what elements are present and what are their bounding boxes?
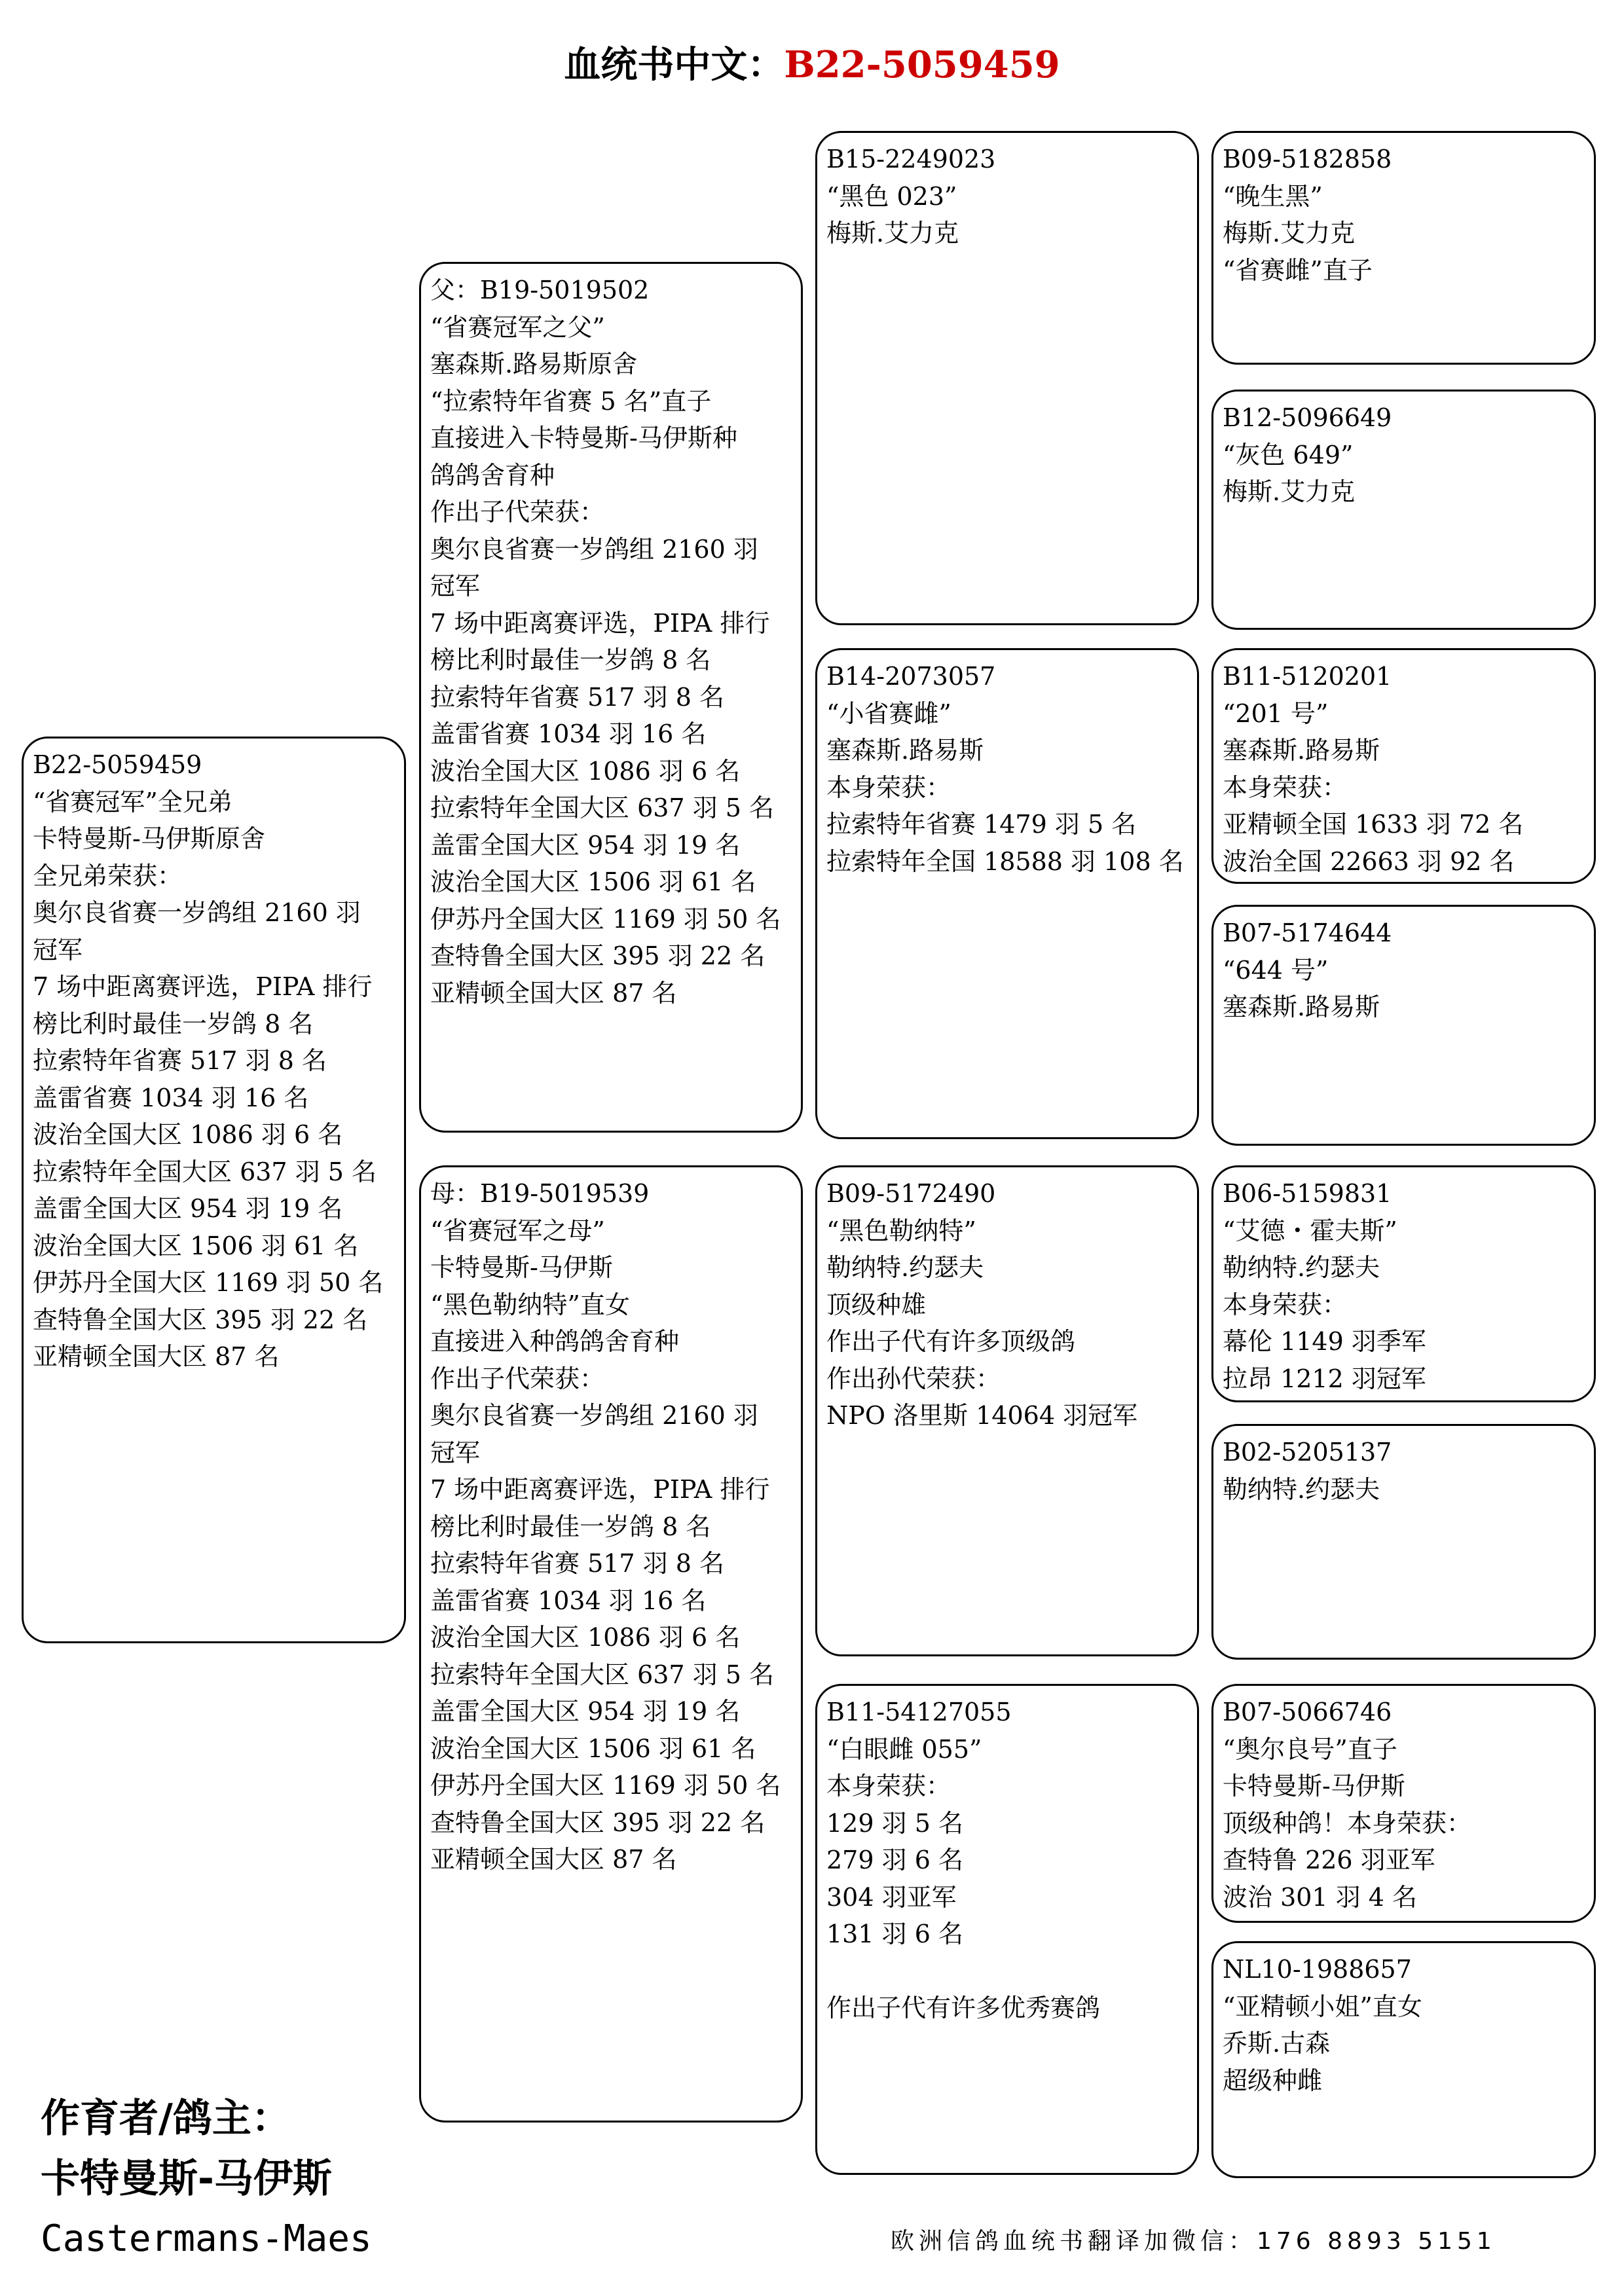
pedigree-line: 拉索特年全国大区 637 羽 5 名 (33, 1157, 377, 1186)
pedigree-line: “黑色勒纳特” (826, 1216, 976, 1245)
pedigree-line: 波治全国大区 1086 羽 6 名 (430, 1623, 741, 1652)
dam-box (419, 1165, 803, 2123)
ring-number: B09-5182858 (1223, 145, 1392, 173)
pedigree-line: “省赛雌”直子 (1223, 255, 1373, 285)
breeder-label: 作育者/鸽主： (41, 2096, 291, 2141)
pedigree-line: 本身荣获： (826, 1772, 951, 1800)
pedigree-line: “小省赛雌” (826, 699, 951, 728)
pedigree-line: “奥尔良号”直子 (1223, 1734, 1397, 1764)
pedigree-line: 作出子代荣获： (430, 498, 605, 526)
breeder-name-cn: 卡特曼斯-马伊斯 (41, 2156, 332, 2202)
pedigree-line: “灰色 649” (1223, 440, 1354, 469)
pedigree-line: 卡特曼斯-马伊斯 (430, 1253, 613, 1282)
pedigree-line: 盖雷省赛 1034 羽 16 名 (430, 720, 707, 748)
great-grandparent-box-3 (1211, 648, 1596, 884)
translator-contact: 欧洲信鸽血统书翻译加微信：176 8893 5151 (891, 2228, 1496, 2255)
pedigree-line: 盖雷省赛 1034 羽 16 名 (430, 1586, 707, 1615)
pedigree-line: 波治全国大区 1506 羽 61 名 (33, 1231, 359, 1260)
ring-number: B07-5174644 (1223, 919, 1392, 947)
title-label: 血统书中文： (564, 44, 784, 86)
pedigree-line: 乔斯.古森 (1223, 2029, 1331, 2058)
pedigree-line: 卡特曼斯-马伊斯原舍 (33, 824, 265, 853)
pedigree-line: “省赛冠军之父” (430, 312, 605, 342)
pedigree-line: 奥尔良省赛一岁鸽组 2160 羽 (430, 1401, 758, 1430)
pedigree-line: 勒纳特.约瑟夫 (1223, 1253, 1380, 1282)
ring-number: 母：B19-5019539 (430, 1179, 650, 1208)
pedigree-line: 279 羽 6 名 (826, 1846, 963, 1874)
grandparent-box-dam-sire (815, 1165, 1199, 1656)
pedigree-line: “省赛冠军之母” (430, 1216, 605, 1245)
pedigree-line: 拉索特年全国大区 637 羽 5 名 (430, 793, 775, 822)
pedigree-line: “亚精顿小姐”直女 (1223, 1992, 1422, 2021)
title-ring-number: B22-5059459 (784, 43, 1060, 86)
pedigree-line: 盖雷全国大区 954 羽 19 名 (33, 1194, 343, 1223)
pedigree-line: 拉昂 1212 羽冠军 (1223, 1364, 1426, 1393)
pedigree-line: 7 场中距离赛评选，PIPA 排行 (33, 972, 373, 1001)
pedigree-line: 129 羽 5 名 (826, 1808, 963, 1838)
pedigree-line: 梅斯.艾力克 (826, 219, 959, 247)
pedigree-line: 顶级种鸽！本身荣获： (1223, 1808, 1472, 1838)
pedigree-line: 拉索特年省赛 517 羽 8 名 (430, 682, 725, 712)
great-grandparent-box-7 (1211, 1684, 1596, 1923)
pedigree-line: 鸽鸽舍育种 (430, 460, 555, 490)
great-grandparent-box-5 (1211, 1165, 1596, 1402)
ring-number: B09-5172490 (826, 1179, 996, 1208)
pedigree-line: 冠军 (33, 935, 83, 964)
great-grandparent-box-2 (1211, 390, 1596, 630)
ring-number: B02-5205137 (1223, 1438, 1392, 1467)
pedigree-line: 榜比利时最佳一岁鸽 8 名 (430, 1512, 711, 1541)
grandparent-box-dam-dam (815, 1684, 1199, 2175)
pedigree-line: “黑色 023” (826, 181, 957, 211)
ring-number: B11-54127055 (826, 1698, 1012, 1726)
pedigree-line: 查特鲁全国大区 395 羽 22 名 (33, 1305, 368, 1334)
pedigree-line: 塞森斯.路易斯原舍 (430, 350, 638, 378)
pedigree-line: 勒纳特.约瑟夫 (826, 1253, 984, 1282)
pedigree-line: 塞森斯.路易斯 (826, 736, 984, 765)
pedigree-line: 超级种雌 (1223, 2066, 1323, 2095)
pedigree-line: 亚精顿全国大区 87 名 (33, 1342, 280, 1371)
pedigree-line: 拉索特年省赛 1479 羽 5 名 (826, 810, 1137, 839)
great-grandparent-box-1 (1211, 131, 1596, 365)
pedigree-line: 榜比利时最佳一岁鸽 8 名 (33, 1009, 314, 1038)
pedigree-line: 拉索特年省赛 517 羽 8 名 (430, 1549, 725, 1578)
grandparent-box-sire-dam (815, 648, 1199, 1139)
pedigree-line: 盖雷全国大区 954 羽 19 名 (430, 1697, 741, 1726)
pedigree-line: 奥尔良省赛一岁鸽组 2160 羽 (33, 898, 361, 927)
ring-number: B22-5059459 (33, 750, 202, 779)
subject-pigeon-box (22, 737, 406, 1643)
pedigree-line: 作出子代有许多优秀赛鸽 (826, 1994, 1101, 2022)
pedigree-line: 伊苏丹全国大区 1169 羽 50 名 (33, 1268, 384, 1297)
pedigree-line: 本身荣获： (1223, 1290, 1348, 1319)
grandparent-box-sire-sire (815, 131, 1199, 625)
pedigree-line: 冠军 (430, 1438, 481, 1467)
pedigree-line: 奥尔良省赛一岁鸽组 2160 羽 (430, 534, 758, 564)
pedigree-line: 塞森斯.路易斯 (1223, 993, 1380, 1021)
pedigree-line: 榜比利时最佳一岁鸽 8 名 (430, 646, 711, 674)
pedigree-line: “晚生黑” (1223, 181, 1323, 211)
pedigree-line: 亚精顿全国大区 87 名 (430, 1845, 677, 1874)
pedigree-line: 波治全国大区 1506 羽 61 名 (430, 867, 756, 896)
pedigree-line: 波治全国大区 1506 羽 61 名 (430, 1734, 756, 1763)
ring-number: B14-2073057 (826, 662, 996, 691)
pedigree-line: 全兄弟荣获： (33, 861, 183, 890)
pedigree-line: 幕伦 1149 羽季军 (1223, 1327, 1426, 1356)
pedigree-line: 131 羽 6 名 (826, 1920, 963, 1948)
ring-number: B11-5120201 (1223, 662, 1392, 691)
pedigree-line: 查特鲁 226 羽亚军 (1223, 1846, 1435, 1874)
sire-box (419, 262, 803, 1133)
pedigree-line: 拉索特年全国大区 637 羽 5 名 (430, 1660, 775, 1689)
pedigree-line: 卡特曼斯-马伊斯 (1223, 1772, 1405, 1800)
pedigree-line: 盖雷全国大区 954 羽 19 名 (430, 830, 741, 860)
great-grandparent-box-6 (1211, 1424, 1596, 1660)
pedigree-line: 波治全国大区 1086 羽 6 名 (33, 1120, 343, 1149)
ring-number: B12-5096649 (1223, 403, 1392, 432)
pedigree-line: 7 场中距离赛评选，PIPA 排行 (430, 1475, 770, 1504)
pedigree-line: 304 羽亚军 (826, 1882, 957, 1912)
pedigree-line: 勒纳特.约瑟夫 (1223, 1474, 1380, 1504)
pedigree-line: 作出子代有许多顶级鸽 (826, 1327, 1076, 1356)
ring-number: 父：B19-5019502 (430, 276, 650, 304)
pedigree-line: 拉索特年省赛 517 羽 8 名 (33, 1046, 327, 1075)
pedigree-line: 作出孙代荣获： (826, 1364, 1001, 1393)
pedigree-line: 梅斯.艾力克 (1223, 477, 1356, 506)
ring-number: B06-5159831 (1223, 1179, 1392, 1208)
pedigree-line: “白眼雌 055” (826, 1734, 982, 1764)
breeder-block (41, 2088, 372, 2269)
pedigree-line: 本身荣获： (826, 773, 951, 802)
pedigree-line: NPO 洛里斯 14064 羽冠军 (826, 1401, 1138, 1430)
pedigree-line: 直接进入卡特曼斯-马伊斯种 (430, 424, 737, 452)
pedigree-line: “拉索特年省赛 5 名”直子 (430, 386, 712, 416)
great-grandparent-box-8 (1211, 1941, 1596, 2178)
great-grandparent-box-4 (1211, 905, 1596, 1146)
pedigree-line: 伊苏丹全国大区 1169 羽 50 名 (430, 904, 781, 934)
pedigree-line: 查特鲁全国大区 395 羽 22 名 (430, 941, 766, 970)
pedigree-line: 直接进入种鸽鸽舍育种 (430, 1327, 680, 1356)
ring-number: NL10-1988657 (1223, 1955, 1412, 1984)
pedigree-line: 梅斯.艾力克 (1223, 219, 1356, 247)
pedigree-line: 作出子代荣获： (430, 1364, 605, 1393)
pedigree-line: “黑色勒纳特”直女 (430, 1290, 630, 1319)
pedigree-line: 伊苏丹全国大区 1169 羽 50 名 (430, 1771, 781, 1800)
ring-number: B07-5066746 (1223, 1698, 1392, 1726)
pedigree-line: 7 场中距离赛评选，PIPA 排行 (430, 608, 770, 638)
pedigree-line: “省赛冠军”全兄弟 (33, 787, 232, 816)
pedigree-line: 波治 301 羽 4 名 (1223, 1882, 1418, 1912)
breeder-name-en: Castermans-Maes (41, 2217, 372, 2260)
pedigree-line: 拉索特年全国 18588 羽 108 名 (826, 847, 1184, 876)
pedigree-line: 波治全国大区 1086 羽 6 名 (430, 756, 741, 786)
pedigree-line: 顶级种雄 (826, 1290, 927, 1319)
pedigree-line: 亚精顿全国 1633 羽 72 名 (1223, 810, 1524, 839)
pedigree-line: “201 号” (1223, 699, 1329, 728)
pedigree-line: “644 号” (1223, 955, 1329, 985)
pedigree-line: 冠军 (430, 572, 481, 600)
pedigree-line: 波治全国 22663 羽 92 名 (1223, 847, 1515, 876)
pedigree-line: 塞森斯.路易斯 (1223, 736, 1380, 765)
ring-number: B15-2249023 (826, 145, 996, 173)
pedigree-line: 本身荣获： (1223, 773, 1348, 802)
page-title (0, 36, 1624, 88)
pedigree-line: 查特鲁全国大区 395 羽 22 名 (430, 1808, 766, 1837)
pedigree-line (826, 1953, 1197, 1990)
pedigree-line: “艾德・霍夫斯” (1223, 1216, 1397, 1245)
pedigree-line: 亚精顿全国大区 87 名 (430, 978, 677, 1008)
pedigree-line: 盖雷省赛 1034 羽 16 名 (33, 1083, 309, 1112)
